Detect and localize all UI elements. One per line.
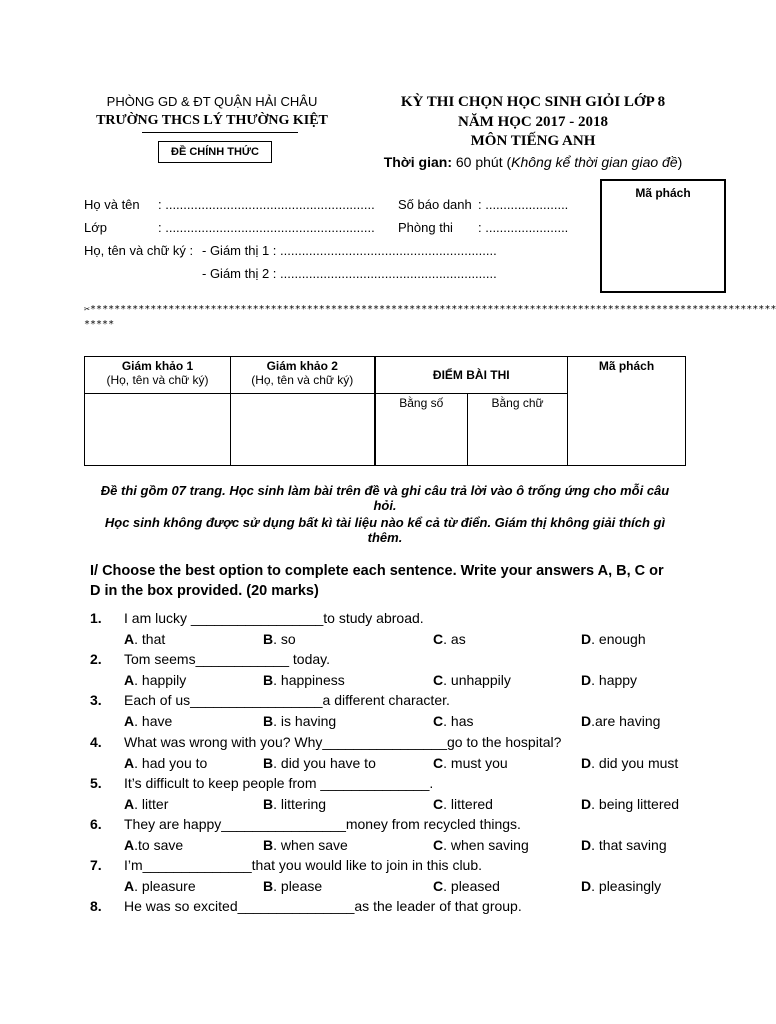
question-text: He was so excited_______________as the leader of that group. <box>124 898 522 914</box>
proctor2-field[interactable]: - Giám thị 2 : ............................................................ <box>202 266 497 281</box>
question-3-option-c[interactable] <box>433 713 473 729</box>
option-text: . unhappily <box>443 672 511 688</box>
examiner2-header <box>231 357 375 394</box>
cut-line <box>84 304 776 318</box>
option-text: . pleasingly <box>591 878 662 894</box>
candidate-number-field[interactable]: : ....................... <box>478 197 569 212</box>
option-text: . is having <box>273 713 337 729</box>
instruction-line-2: Học sinh không được sử dụng bất kì tài liệu nào kể cả từ điển. Giám thị không giải thích gì thêm. <box>104 515 666 545</box>
question-5-option-d[interactable] <box>581 796 679 812</box>
cut-line-continued: ***** <box>84 319 115 330</box>
ma-phach-header: Mã phách <box>568 357 686 466</box>
option-text: . pleased <box>443 878 500 894</box>
time-line <box>376 154 690 170</box>
question-4-option-c[interactable] <box>433 755 508 771</box>
question-2-option-a[interactable] <box>124 672 186 688</box>
question-text: I am lucky _________________to study abroad. <box>124 610 424 626</box>
option-text: . litter <box>134 796 169 812</box>
score-number-cell[interactable] <box>375 394 468 466</box>
option-letter: C <box>433 837 444 853</box>
option-text: . had you to <box>134 755 208 771</box>
option-letter: B <box>263 713 274 729</box>
option-text: . when saving <box>443 837 529 853</box>
option-letter: A <box>124 672 135 688</box>
class-label: Lớp <box>84 220 107 235</box>
option-letter: D <box>581 755 592 771</box>
option-letter: D <box>581 878 592 894</box>
option-text: .to save <box>134 837 184 853</box>
question-text: It’s difficult to keep people from ______________. <box>124 775 434 791</box>
option-text: . happiness <box>273 672 345 688</box>
department-name: PHÒNG GD & ĐT QUẬN HẢI CHÂU <box>106 94 318 109</box>
school-underline <box>142 132 298 133</box>
option-letter: B <box>263 672 274 688</box>
option-text: . did you must <box>591 755 679 771</box>
question-5-option-c[interactable] <box>433 796 493 812</box>
name-field[interactable]: : .......................................................... <box>158 197 375 212</box>
question-3-option-d[interactable] <box>581 713 660 729</box>
question-number: 1. <box>90 610 102 626</box>
option-letter: C <box>433 631 444 647</box>
grading-table <box>84 356 686 466</box>
question-1-option-c[interactable] <box>433 631 466 647</box>
room-label: Phòng thi <box>398 220 453 235</box>
school-year: NĂM HỌC 2017 - 2018 <box>458 114 608 130</box>
question-number: 2. <box>90 651 102 667</box>
option-letter: A <box>124 837 135 853</box>
option-letter: B <box>263 796 274 812</box>
question-7-option-b[interactable] <box>263 878 322 894</box>
option-text: . that <box>134 631 166 647</box>
school-name: TRƯỜNG THCS LÝ THƯỜNG KIỆT <box>96 113 328 128</box>
question-3-option-a[interactable] <box>124 713 172 729</box>
question-text: I’m______________that you would like to join in this club. <box>124 857 483 873</box>
option-letter: C <box>433 796 444 812</box>
question-6-option-d[interactable] <box>581 837 667 853</box>
question-number: 8. <box>90 898 102 914</box>
score-header: ĐIỂM BÀI THI <box>375 357 568 394</box>
option-letter: D <box>581 672 592 688</box>
question-text: What was wrong with you? Why________________go to the hospital? <box>124 734 562 750</box>
option-text: . that saving <box>591 837 667 853</box>
cut-line-stars: ****************************************************************************************************************** <box>90 304 776 315</box>
question-5-option-b[interactable] <box>263 796 326 812</box>
time-value: 60 phút ( <box>451 154 512 170</box>
proctor2-row <box>84 266 604 282</box>
examiner1-signature-cell[interactable] <box>85 394 231 466</box>
question-5-option-a[interactable] <box>124 796 168 812</box>
question-1-option-a[interactable] <box>124 631 165 647</box>
question-number: 3. <box>90 692 102 708</box>
examiner1-sub: (Họ, tên và chữ ký) <box>106 373 209 387</box>
question-1-option-b[interactable] <box>263 631 296 647</box>
option-letter: D <box>581 631 592 647</box>
option-text: . must you <box>443 755 508 771</box>
exam-title: KỲ THI CHỌN HỌC SINH GIỎI LỚP 8 <box>400 94 666 110</box>
question-3-option-b[interactable] <box>263 713 336 729</box>
option-letter: A <box>124 713 135 729</box>
score-words-cell[interactable] <box>468 394 568 466</box>
question-6-option-a[interactable] <box>124 837 183 853</box>
question-2-option-d[interactable] <box>581 672 637 688</box>
option-letter: C <box>433 755 444 771</box>
option-text: . so <box>273 631 296 647</box>
question-1-option-d[interactable] <box>581 631 646 647</box>
option-text: . pleasure <box>134 878 196 894</box>
option-letter: B <box>263 631 274 647</box>
option-text: . has <box>443 713 474 729</box>
option-text: . as <box>443 631 466 647</box>
option-letter: A <box>124 631 135 647</box>
question-4-option-a[interactable] <box>124 755 207 771</box>
option-text: . when save <box>273 837 348 853</box>
class-field[interactable]: : .......................................................... <box>158 220 375 235</box>
question-number: 6. <box>90 816 102 832</box>
section-title-line-1: I/ Choose the best option to complete each sentence. Write your answers A, B, C or <box>90 563 664 579</box>
option-text: . enough <box>591 631 646 647</box>
question-text: Tom seems____________ today. <box>124 651 330 667</box>
option-letter: A <box>124 878 135 894</box>
question-4-option-b[interactable] <box>263 755 376 771</box>
subject-title: MÔN TIẾNG ANH <box>470 133 596 149</box>
instruction-line-1: Đề thi gồm 07 trang. Học sinh làm bài trên đề và ghi câu trả lời vào ô trống ứng cho mỗi câu hỏi. <box>100 483 670 513</box>
examiner2-sub: (Họ, tên và chữ ký) <box>251 373 354 387</box>
time-close: ) <box>677 154 683 170</box>
name-label: Họ và tên <box>84 197 140 212</box>
question-7-option-c[interactable] <box>433 878 500 894</box>
question-number: 5. <box>90 775 102 791</box>
option-letter: D <box>581 837 592 853</box>
examiner1-header <box>85 357 231 394</box>
option-text: . littering <box>273 796 327 812</box>
section-title-line-2: D in the box provided. (20 marks) <box>90 583 319 599</box>
option-letter: D <box>581 713 592 729</box>
option-letter: C <box>433 878 444 894</box>
question-2-option-c[interactable] <box>433 672 511 688</box>
question-7-option-a[interactable] <box>124 878 196 894</box>
option-text: . happily <box>134 672 187 688</box>
option-letter: C <box>433 672 444 688</box>
question-6-option-c[interactable] <box>433 837 529 853</box>
score-number-label: Bằng số <box>399 396 444 410</box>
scissors-icon: ✂ <box>84 304 91 315</box>
proctor1-field[interactable]: - Giám thị 1 : ............................................................ <box>202 243 497 258</box>
option-letter: B <box>263 837 274 853</box>
option-text: . happy <box>591 672 638 688</box>
time-note: Không kể thời gian giao đề <box>511 154 678 170</box>
score-words-label: Bằng chữ <box>491 396 544 410</box>
question-number: 4. <box>90 734 102 750</box>
time-label: Thời gian: <box>383 154 452 170</box>
name-row <box>84 197 584 213</box>
option-text: . being littered <box>591 796 680 812</box>
official-exam-label: ĐỀ CHÍNH THỨC <box>158 141 272 163</box>
option-letter: B <box>263 755 274 771</box>
option-letter: D <box>581 796 592 812</box>
class-row <box>84 220 584 236</box>
ma-phach-box <box>600 179 726 293</box>
question-7-option-d[interactable] <box>581 878 661 894</box>
option-text: . did you have to <box>273 755 376 771</box>
question-4-option-d[interactable] <box>581 755 678 771</box>
option-text: . littered <box>443 796 493 812</box>
option-text: . have <box>134 713 173 729</box>
ma-phach-box-label: Mã phách <box>635 186 691 200</box>
examiner2-signature-cell[interactable] <box>231 394 375 466</box>
examiner2-title: Giám khảo 2 <box>266 359 338 373</box>
proctor-sign-label: Họ, tên và chữ ký : <box>84 243 194 258</box>
room-field[interactable]: : ....................... <box>478 220 569 235</box>
proctor1-row <box>84 243 604 259</box>
option-letter: A <box>124 755 135 771</box>
examiner1-title: Giám khảo 1 <box>121 359 194 373</box>
option-text: .are having <box>591 713 661 729</box>
option-letter: A <box>124 796 135 812</box>
question-text: Each of us_________________a different character. <box>124 692 450 708</box>
question-number: 7. <box>90 857 102 873</box>
option-letter: B <box>263 878 274 894</box>
question-6-option-b[interactable] <box>263 837 348 853</box>
option-text: . please <box>273 878 323 894</box>
question-text: They are happy________________money from recycled things. <box>124 816 521 832</box>
question-2-option-b[interactable] <box>263 672 345 688</box>
option-letter: C <box>433 713 444 729</box>
candidate-number-label: Số báo danh <box>398 197 472 212</box>
